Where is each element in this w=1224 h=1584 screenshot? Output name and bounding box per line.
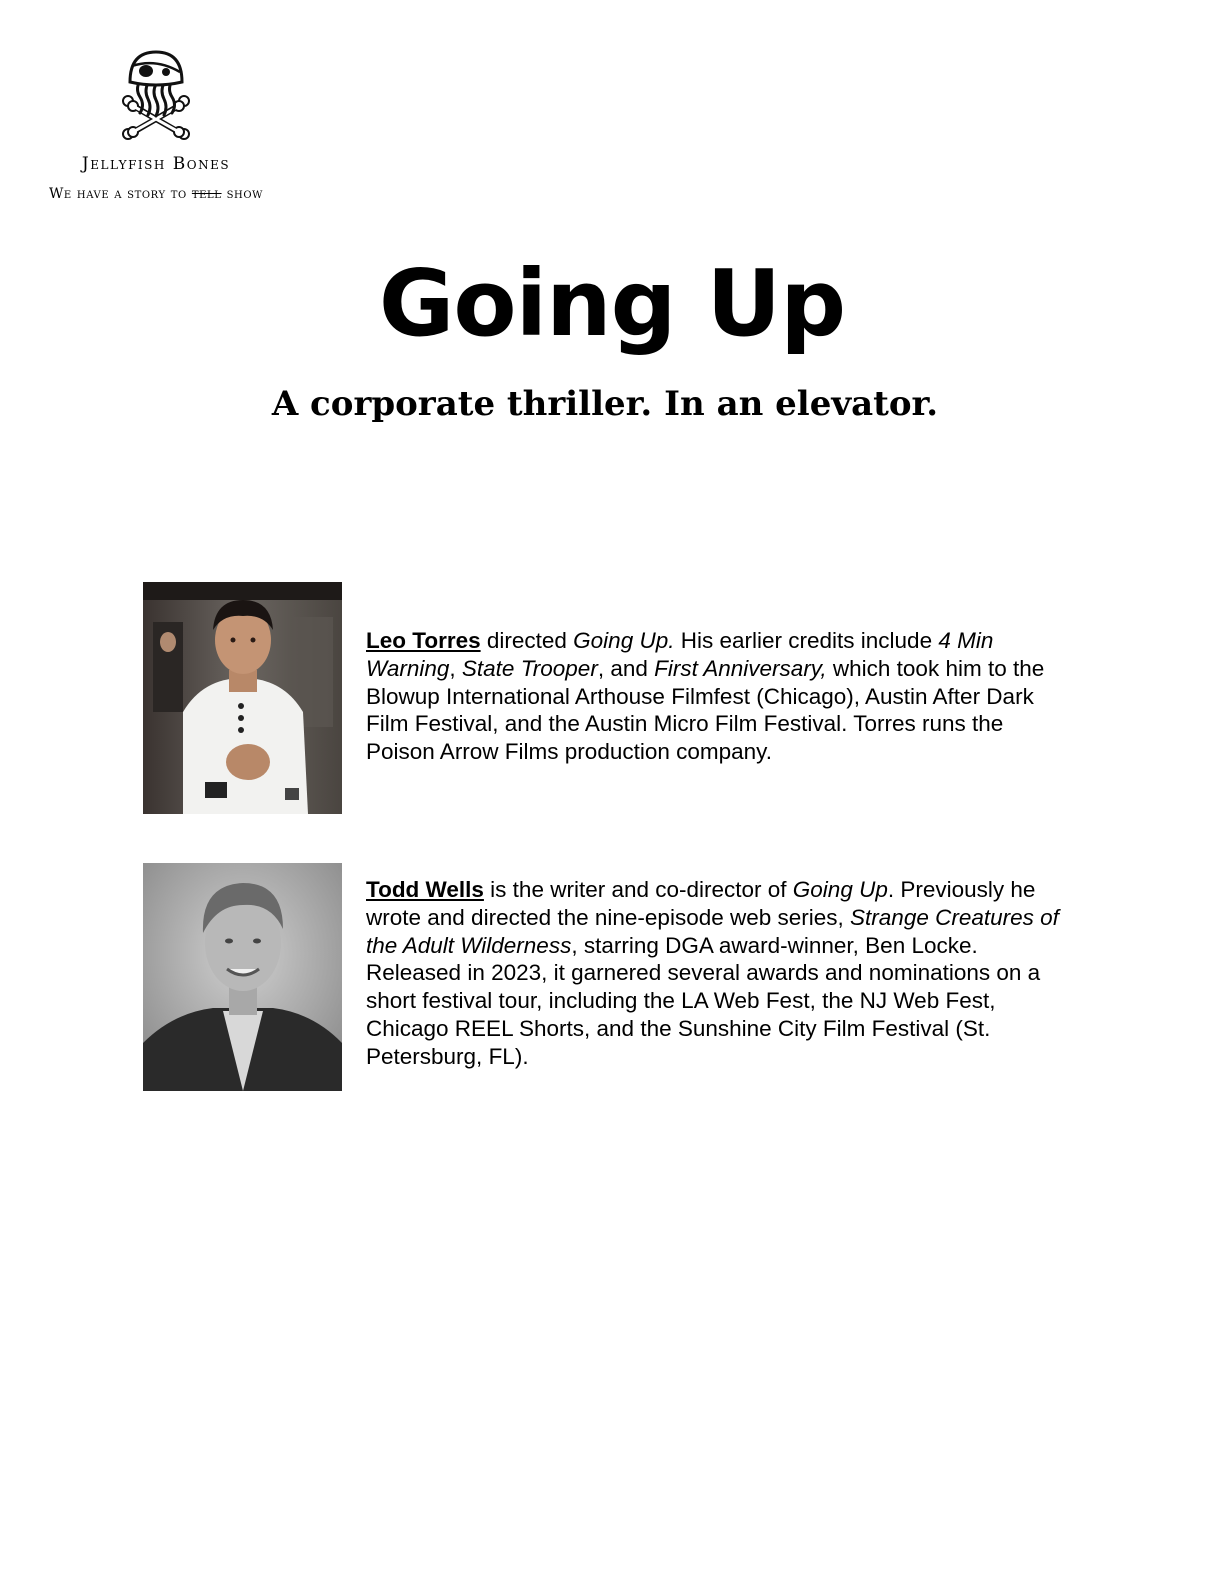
bio-text-segment: His earlier credits include [674, 628, 939, 653]
bio-title-italic: 4 Min Warning [366, 628, 994, 681]
tagline-struck-word: tell [191, 186, 222, 202]
page-title: Going Up [378, 250, 846, 357]
tagline-prefix: We have a story to [48, 186, 187, 202]
leo-torres-photo [143, 582, 342, 814]
bio-text [366, 627, 1078, 766]
logo [36, 48, 276, 202]
bio-name: Leo Torres [366, 628, 481, 653]
tagline-suffix: show [226, 186, 264, 202]
bio-name: Todd Wells [366, 877, 484, 902]
todd-wells-photo [143, 863, 342, 1091]
bio-text-segment: . Previously he wrote and directed the nine-episode web series, [366, 877, 1036, 930]
bio-text-segment: , starring DGA award-winner, Ben Locke. Released in 2023, it garnered several awards and nominations on a short festival tour, including the LA Web Fest, the NJ Web Fest, Chicago REEL Shorts, and the Sunshine City Film Festival (St. Petersburg, FL). [366, 932, 1041, 1069]
page-subtitle: A corporate thriller. In an elevator. [271, 384, 939, 424]
bio-text [366, 876, 1078, 1071]
bio-title-italic: Going Up. [573, 628, 675, 653]
jellyfish-skull-crossbones-icon [116, 48, 196, 140]
bio-text-segment: directed [480, 628, 574, 653]
bio-text-segment: is the writer and co-director of [483, 877, 793, 902]
bio-text-segment: , [449, 655, 462, 681]
tagline [36, 186, 276, 202]
brand-name: Jellyfish Bones [81, 154, 231, 174]
bio-text-segment: , and [597, 655, 655, 681]
bio-title-italic: Strange Creatures of the Adult Wilderness [366, 904, 1059, 958]
bio-title-italic: Going Up [792, 877, 888, 902]
bio-title-italic: State Trooper [461, 655, 598, 681]
bio-text-segment: which took him to the Blowup International Arthouse Filmfest (Chicago), Austin After Dark Film Festival, and the Austin Micro Film Festival. Torres runs the Poison Arrow Films production company. [366, 655, 1045, 765]
bio-title-italic: First Anniversary, [654, 655, 827, 681]
